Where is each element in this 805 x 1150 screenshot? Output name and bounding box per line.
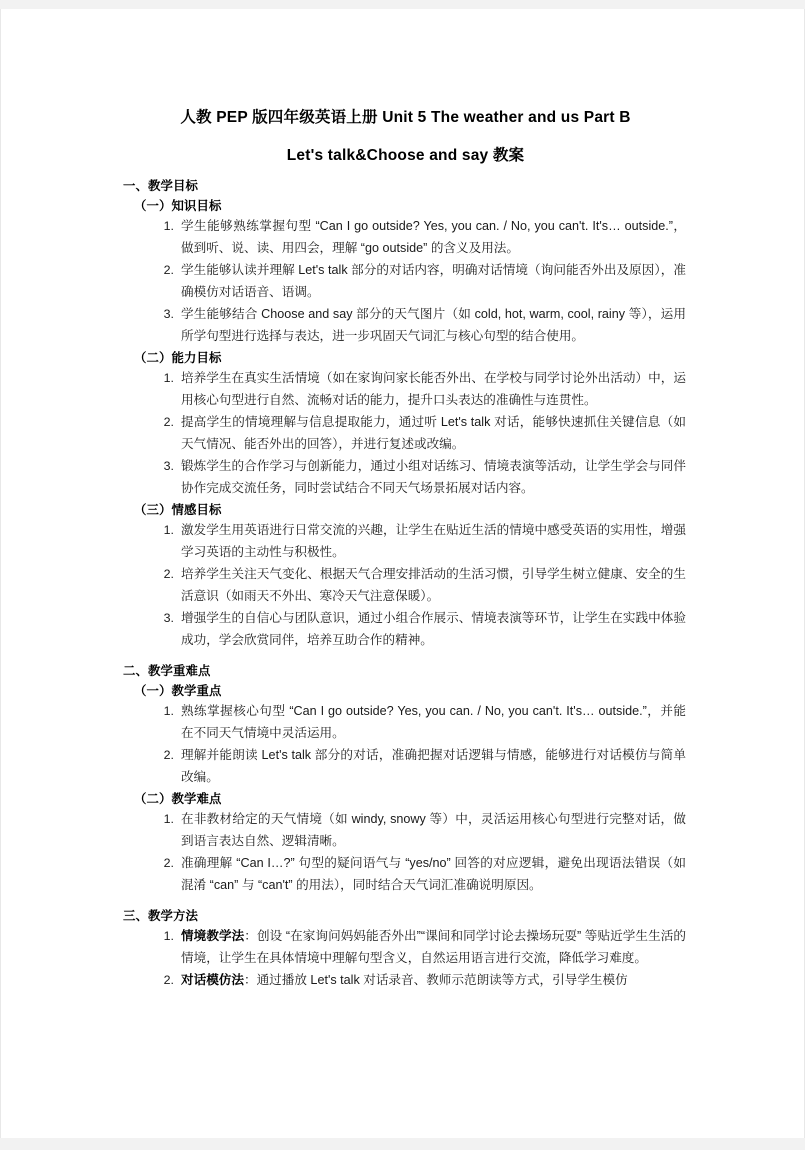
list-item-lead-term: 对话模仿法 [181,972,244,987]
list-item-marker: 2. [163,748,174,763]
list-item-text: ：通过播放 Let's talk 对话录音、教师示范朗读等方式，引导学生模仿 [243,972,628,987]
list-item-marker: 1. [163,812,174,827]
section-heading: 一、教学目标 [123,179,198,194]
title-line-secondary: Let's talk&Choose and say 教案 [286,146,525,164]
list-item-marker: 1. [163,929,174,944]
list-item [123,970,686,992]
list-item [123,564,686,608]
document-body [1,9,804,992]
list-item [123,853,686,897]
list-item-marker: 3. [163,459,174,474]
list-item [123,926,686,970]
list-item-text: ：创设 “在家询问妈妈能否外出”“课间和同学讨论去操场玩耍” 等贴近学生生活的情境，让学生在具体情境中理解句型含义，自然运用语言进行交流，降低学习难度。 [181,929,686,965]
list-item-marker: 1. [163,371,174,386]
subsection-heading: （一）知识目标 [134,199,222,214]
section-heading: 二、教学重难点 [123,663,211,678]
list-item-text: 学生能够熟练掌握句型 “Can I go outside? Yes, you can. / No, you can't. It's… outside.”，做到听、说、读、用四会，理解 “go outside” 的含义及用法。 [181,219,686,256]
list-item-text: 理解并能朗读 Let's talk 部分的对话，准确把握对话逻辑与情感，能够进行对话模仿与简单改编。 [181,748,686,784]
list-item-text: 增强学生的自信心与团队意识，通过小组合作展示、情境表演等环节，让学生在实践中体验成功，学会欣赏同伴，培养互助合作的精神。 [181,610,686,647]
list-item-text: 在非教材给定的天气情境（如 windy, snowy 等）中，灵活运用核心句型进行完整对话，做到语言表达自然、逻辑清晰。 [181,812,686,849]
list-item [123,745,686,789]
list-item [123,701,686,745]
list-item-marker: 1. [163,523,174,538]
objective-list [123,809,686,897]
list-item-marker: 2. [163,856,174,870]
list-item-text: 提高学生的情境理解与信息提取能力，通过听 Let's talk 对话，能够快速抓住关键信息（如天气情况、能否外出的回答），并进行复述或改编。 [181,415,686,452]
list-item-marker: 2. [163,972,174,987]
list-item-text: 激发学生用英语进行日常交流的兴趣，让学生在贴近生活的情境中感受英语的实用性，增强学习英语的主动性与积极性。 [181,523,686,560]
list-item [123,216,686,260]
sections-container [123,176,686,992]
list-item-text: 学生能够认读并理解 Let's talk 部分的对话内容，明确对话情境（询问能否外出及原因），准确模仿对话语音、语调。 [181,263,686,300]
document-page [0,9,805,1138]
list-item-marker: 1. [163,704,174,719]
list-item-marker: 2. [163,415,174,430]
subsection-heading: （一）教学重点 [134,684,222,698]
list-item-marker: 1. [163,219,174,234]
subsection-heading: （二）能力目标 [134,351,222,366]
list-item [123,456,686,500]
title-line-primary: 人教 PEP 版四年级英语上册 Unit 5 The weather and us Part B [180,109,631,126]
list-item-marker: 2. [163,567,174,582]
list-item-text: 培养学生关注天气变化、根据天气合理安排活动的生活习惯，引导学生树立健康、安全的生活意识（如雨天不外出、寒冷天气注意保暖）。 [181,567,686,603]
list-item-text: 熟练掌握核心句型 “Can I go outside? Yes, you can. / No, you can't. It's… outside.”，并能在不同天气情境中灵活运用。 [181,704,686,741]
list-item [123,520,686,564]
list-item-text: 准确理解 “Can I…?” 句型的疑问语气与 “yes/no” 回答的对应逻辑，避免出现语法错误（如混淆 “can” 与 “can't” 的用法），同时结合天气词汇准确说明原因。 [181,856,686,892]
list-item [123,412,686,456]
list-item [123,260,686,304]
list-item-marker: 2. [163,263,174,278]
list-item-text: 学生能够结合 Choose and say 部分的天气图片（如 cold, hot, warm, cool, rainy 等），运用所学句型进行选择与表达，进一步巩固天气词汇与核心句型的结合使用。 [181,307,686,344]
subsection-heading: （二）教学难点 [134,791,222,806]
list-item-lead-term: 情境教学法 [181,929,245,944]
list-item-text: 培养学生在真实生活情境（如在家询问家长能否外出、在学校与同学讨论外出活动）中，运用核心句型进行自然、流畅对话的能力，提升口头表达的准确性与连贯性。 [181,371,686,408]
objective-list [123,701,686,789]
objective-list [123,216,686,348]
list-item-marker: 3. [163,307,174,322]
list-item [123,809,686,853]
objective-list [123,926,686,992]
subsection-heading: （三）情感目标 [134,503,222,517]
list-item-text: 锻炼学生的合作学习与创新能力，通过小组对话练习、情境表演等活动，让学生学会与同伴协作完成交流任务，同时尝试结合不同天气场景拓展对话内容。 [181,459,686,496]
list-item [123,304,686,348]
list-item [123,608,686,652]
list-item-marker: 3. [163,610,174,625]
list-item [123,368,686,412]
page-title [119,106,692,167]
section-heading: 三、教学方法 [123,908,198,923]
objective-list [123,520,686,652]
objective-list [123,368,686,500]
